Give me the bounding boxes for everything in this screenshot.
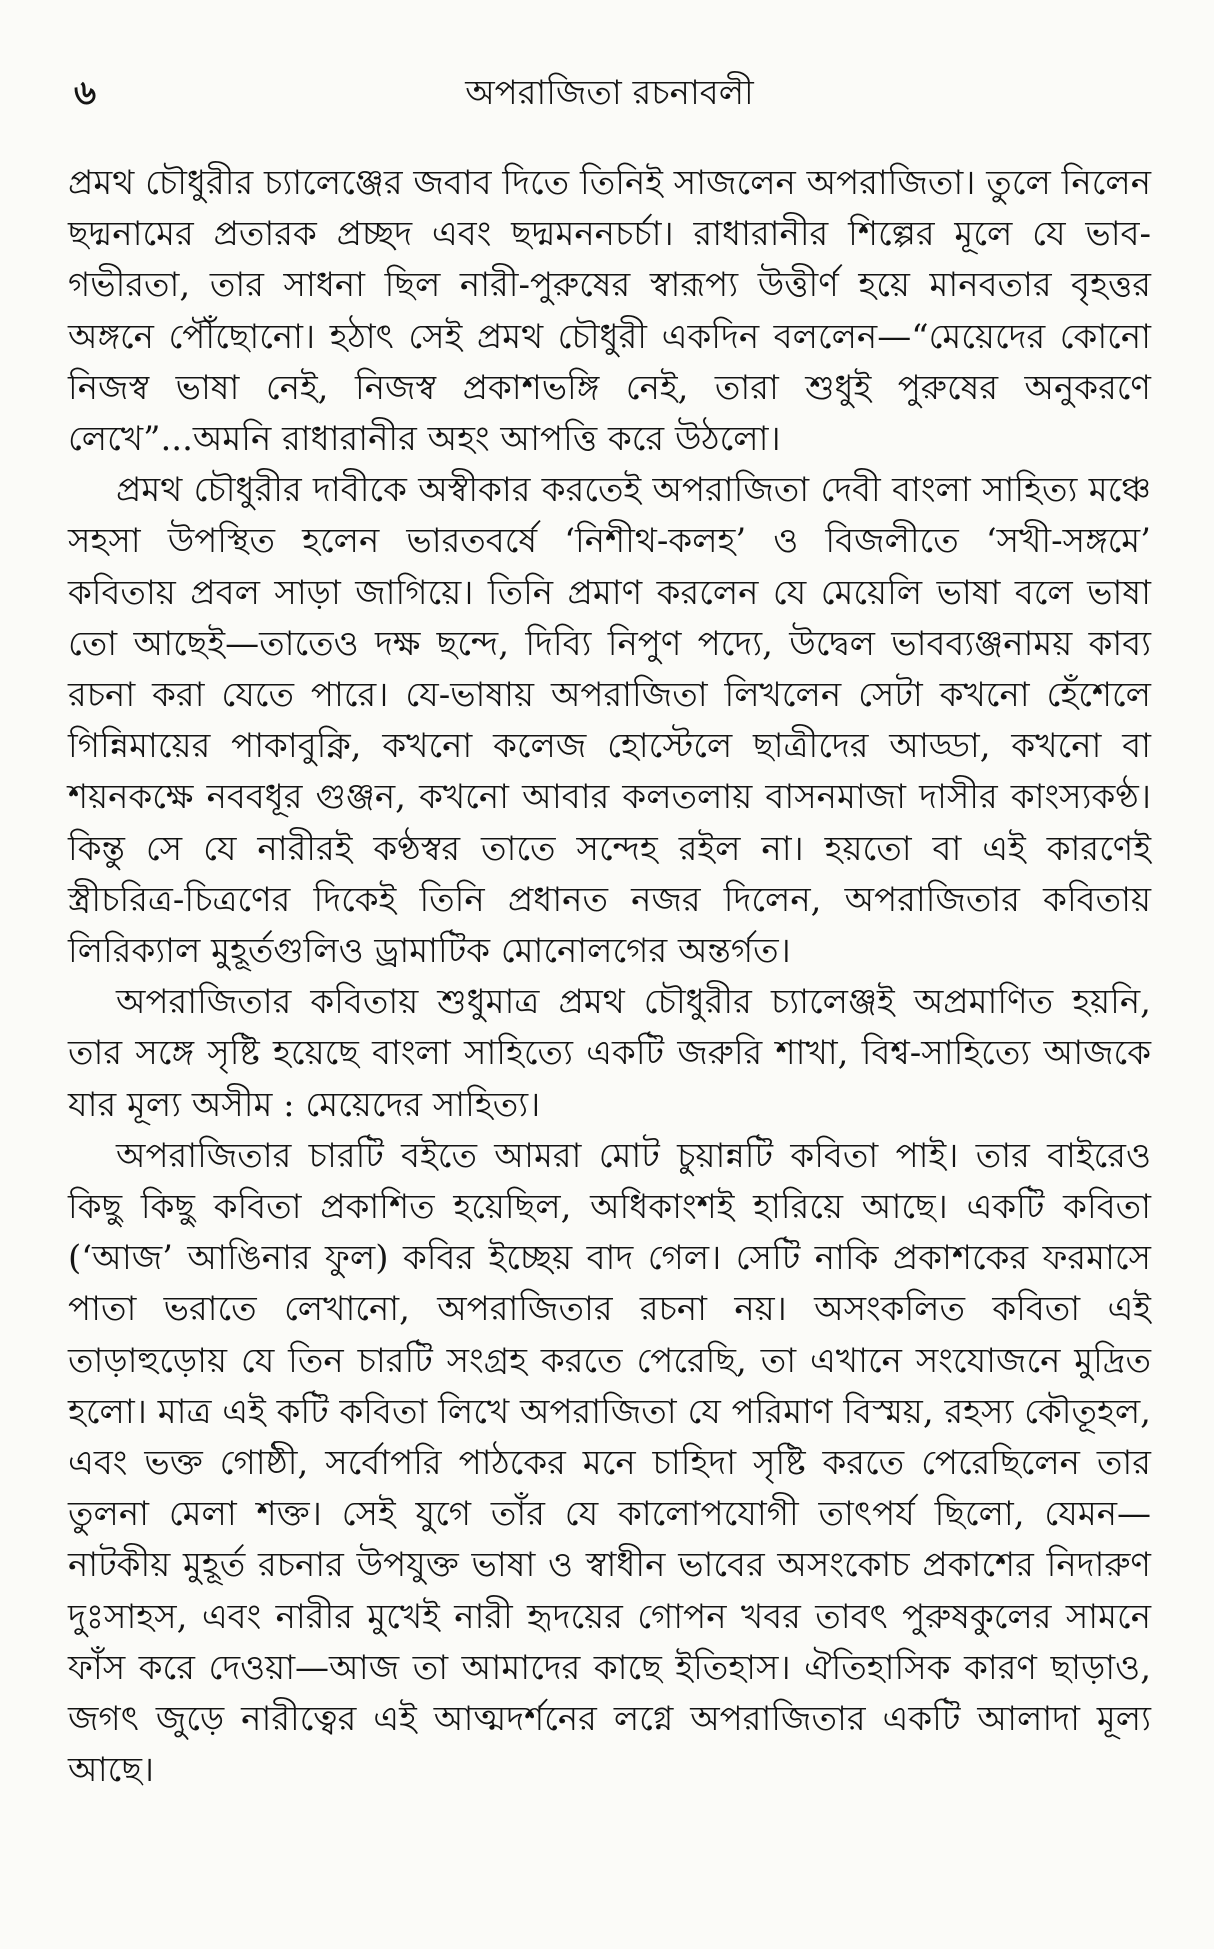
book-title: অপরাজিতা রচনাবলী <box>465 73 754 113</box>
paragraph-1: প্রমথ চৌধুরীর চ্যালেঞ্জের জবাব দিতে তিনিই সাজলেন অপরাজিতা। তুলে নিলেন ছদ্মনামের প্রতারক প্রচ্ছদ এবং ছদ্মমননচর্চা। রাধারানীর শিল্পের মূলে যে ভাব-গভীরতা, তার সাধনা ছিল নারী-পুরুষের স্বারূপ্য উত্তীর্ণ হয়ে মানবতার বৃহত্তর অঙ্গনে পৌঁছোনো। হঠাৎ সেই প্রমথ চৌধুরী একদিন বললেন—“মেয়েদের কোনো নিজস্ব ভাষা নেই, নিজস্ব প্রকাশভঙ্গি নেই, তারা শুধুই পুরুষের অনুকরণে লেখে”...অমনি রাধারানীর অহং আপত্তি করে উঠলো। <box>68 163 1151 460</box>
page-number: ৬ <box>74 73 97 113</box>
paragraph-4: অপরাজিতার চারটি বইতে আমরা মোট চুয়ান্নটি কবিতা পাই। তার বাইরেও কিছু কিছু কবিতা প্রকাশিত হয়েছিল, অধিকাংশই হারিয়ে আছে। একটি কবিতা (‘আজ’ আঙিনার ফুল) কবির ইচ্ছেয় বাদ গেল। সেটি নাকি প্রকাশকের ফরমাসে পাতা ভরাতে লেখানো, অপরাজিতার রচনা নয়। অসংকলিত কবিতা এই তাড়াহুড়োয় যে তিন চারটি সংগ্রহ করতে পেরেছি, তা এখানে সংযোজনে মুদ্রিত হলো। মাত্র এই কটি কবিতা লিখে অপরাজিতা যে পরিমাণ বিস্ময়, রহস্য কৌতূহল, এবং ভক্ত গোষ্ঠী, সর্বোপরি পাঠকের মনে চাহিদা সৃষ্টি করতে পেরেছিলেন তার তুলনা মেলা শক্ত। সেই যুগে তাঁর যে কালোপযোগী তাৎপর্য ছিলো, যেমন—নাটকীয় মুহূর্ত রচনার উপযুক্ত ভাষা ও স্বাধীন ভাবের অসংকোচ প্রকাশের নিদারুণ দুঃসাহস, এবং নারীর মুখেই নারী হৃদয়ের গোপন খবর তাবৎ পুরুষকুলের সামনে ফাঁস করে দেওয়া—আজ তা আমাদের কাছে ইতিহাস। ঐতিহাসিক কারণ ছাড়াও, জগৎ জুড়ে নারীত্বের এই আত্মদর্শনের লগ্নে অপরাজিতার একটি আলাদা মূল্য আছে। <box>68 1135 1151 1791</box>
running-header <box>68 72 1151 114</box>
paragraph-2: প্রমথ চৌধুরীর দাবীকে অস্বীকার করতেই অপরাজিতা দেবী বাংলা সাহিত্য মঞ্চে সহসা উপস্থিত হলেন ভারতবর্ষে ‘নিশীথ-কলহ’ ও বিজলীতে ‘সখী-সঙ্গমে’ কবিতায় প্রবল সাড়া জাগিয়ে। তিনি প্রমাণ করলেন যে মেয়েলি ভাষা বলে ভাষা তো আছেই—তাতেও দক্ষ ছন্দে, দিব্যি নিপুণ পদ্যে, উদ্বেল ভাবব্যঞ্জনাময় কাব্য রচনা করা যেতে পারে। যে-ভাষায় অপরাজিতা লিখলেন সেটা কখনো হেঁশেলে গিন্নিমায়ের পাকাবুক্নি, কখনো কলেজ হোস্টেলে ছাত্রীদের আড্ডা, কখনো বা শয়নকক্ষে নববধূর গুঞ্জন, কখনো আবার কলতলায় বাসনমাজা দাসীর কাংস্যকণ্ঠ। কিন্তু সে যে নারীরই কণ্ঠস্বর তাতে সন্দেহ রইল না। হয়তো বা এই কারণেই স্ত্রীচরিত্র-চিত্রণের দিকেই তিনি প্রধানত নজর দিলেন, অপরাজিতার কবিতায় লিরিক্যাল মুহূর্তগুলিও ড্রামাটিক মোনোলগের অন্তর্গত। <box>68 470 1151 972</box>
paragraph-3: অপরাজিতার কবিতায় শুধুমাত্র প্রমথ চৌধুরীর চ্যালেঞ্জই অপ্রমাণিত হয়নি, তার সঙ্গে সৃষ্টি হয়েছে বাংলা সাহিত্যে একটি জরুরি শাখা, বিশ্ব-সাহিত্যে আজকে যার মূল্য অসীম : মেয়েদের সাহিত্য। <box>68 982 1151 1125</box>
body-text <box>68 158 1151 1797</box>
